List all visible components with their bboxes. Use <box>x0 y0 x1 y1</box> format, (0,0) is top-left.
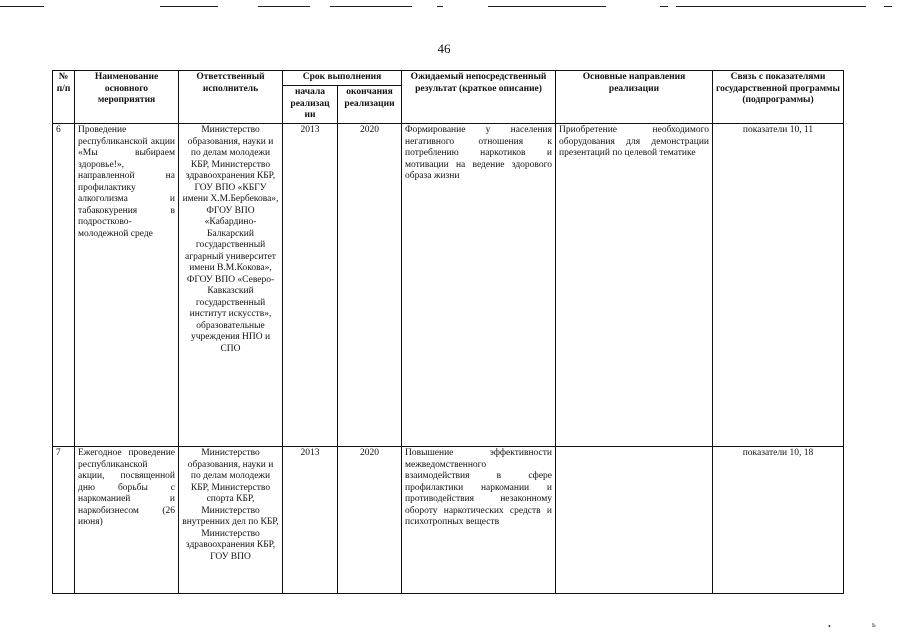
row-link: показатели 10, 11 <box>713 124 844 447</box>
table-row <box>53 124 844 447</box>
header-executor: Ответственный исполнитель <box>179 71 283 124</box>
bottom-scan-marks: • ь <box>828 620 876 631</box>
row-num: 7 <box>53 447 75 594</box>
row-result: Формирование у населения негативного отношения к потреблению наркотиков и мотивации на ведение здорового образа жизни <box>402 124 556 447</box>
row-directions: Приобретение необходимого оборудования для демонстрации презентаций по целевой тематике <box>556 124 713 447</box>
row-name: Ежегодное проведение республиканской акции, посвященной дню борьбы с наркоманией и наркобизнесом (26 июня) <box>75 447 179 594</box>
row-result: Повышение эффективности межведомственного взаимодействия в сфере профилактики наркомании и противодействия незаконному обороту наркотических средств и психотропных веществ <box>402 447 556 594</box>
header-directions: Основные направления реализации <box>556 71 713 124</box>
row-name: Проведение республиканской акции «Мы выбираем здоровье!», направленной на профилактику алкоголизма и табакокурения в подростково-молодежной среде <box>75 124 179 447</box>
page-number: 46 <box>437 41 451 56</box>
row-num: 6 <box>53 124 75 447</box>
row-end: 2020 <box>338 124 402 447</box>
row-start: 2013 <box>283 124 338 447</box>
header-period-end: окончания реализации <box>338 86 402 124</box>
row-executor: Министерство образования, науки и по делам молодежи КБР, Министерство спорта КБР, Министерство внутренних дел по КБР, Министерство здравоохранения КБР, ГОУ ВПО <box>179 447 283 594</box>
row-link: показатели 10, 18 <box>713 447 844 594</box>
table-row <box>53 447 844 594</box>
header-period-start: начала реализац ии <box>283 86 338 124</box>
measures-table <box>52 70 844 594</box>
header-name: Наименование основного мероприятия <box>75 71 179 124</box>
header-result: Ожидаемый непосредственный результат (краткое описание) <box>402 71 556 124</box>
row-end: 2020 <box>338 447 402 594</box>
row-executor: Министерство образования, науки и по делам молодежи КБР, Министерство здравоохранения КБР, ГОУ ВПО «КБГУ имени Х.М.Бербекова», ФГОУ ВПО «Кабардино-Балкарский государственный аграрный университет имени В.М.Кокова», ФГОУ ВПО «Северо-Кавказский государственный институт искусств», образовательные учреждения НПО и СПО <box>179 124 283 447</box>
header-link: Связь с показателями государственной программы (подпрограммы) <box>713 71 844 124</box>
row-directions <box>556 447 713 594</box>
table-header <box>53 71 844 124</box>
header-period: Срок выполнения <box>283 71 402 86</box>
top-scan-marks <box>0 0 905 14</box>
row-start: 2013 <box>283 447 338 594</box>
header-num: № п/п <box>53 71 75 124</box>
